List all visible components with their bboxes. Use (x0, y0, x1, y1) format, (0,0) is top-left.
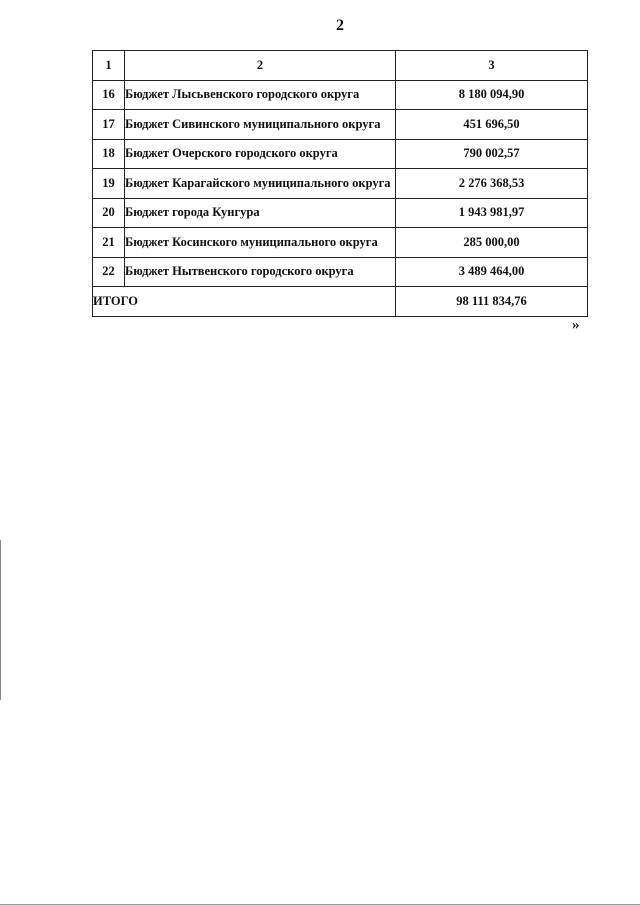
table-row (93, 139, 588, 169)
budget-amount: 2 276 368,53 (396, 169, 588, 199)
row-number: 20 (93, 198, 125, 228)
table-total-row (93, 287, 588, 317)
budget-name: Бюджет Косинского муниципального округа (125, 228, 396, 258)
row-number: 16 (93, 80, 125, 110)
budget-amount: 8 180 094,90 (396, 80, 588, 110)
table-row (93, 228, 588, 258)
table-header-row (93, 51, 588, 81)
budget-name: Бюджет Очерского городского округа (125, 139, 396, 169)
scan-edge-line (0, 540, 1, 700)
budget-amount: 285 000,00 (396, 228, 588, 258)
budget-amount: 451 696,50 (396, 110, 588, 140)
header-cell-3: 3 (396, 51, 588, 81)
budget-name: Бюджет города Кунгура (125, 198, 396, 228)
budget-name: Бюджет Нытвенского городского округа (125, 257, 396, 287)
budget-amount: 790 002,57 (396, 139, 588, 169)
closing-quote-mark: » (572, 317, 580, 333)
page-number: 2 (336, 17, 344, 34)
table-row (93, 257, 588, 287)
budget-amount: 1 943 981,97 (396, 198, 588, 228)
budget-table (92, 50, 588, 317)
row-number: 21 (93, 228, 125, 258)
table-row (93, 198, 588, 228)
row-number: 19 (93, 169, 125, 199)
row-number: 22 (93, 257, 125, 287)
budget-amount: 3 489 464,00 (396, 257, 588, 287)
table-row (93, 169, 588, 199)
table-row (93, 110, 588, 140)
header-cell-2: 2 (125, 51, 396, 81)
total-label: ИТОГО (93, 287, 396, 317)
table-row (93, 80, 588, 110)
budget-name: Бюджет Карагайского муниципального округа (125, 169, 396, 199)
total-amount: 98 111 834,76 (396, 287, 588, 317)
header-cell-1: 1 (93, 51, 125, 81)
budget-name: Бюджет Лысьвенского городского округа (125, 80, 396, 110)
budget-name: Бюджет Сивинского муниципального округа (125, 110, 396, 140)
row-number: 18 (93, 139, 125, 169)
row-number: 17 (93, 110, 125, 140)
